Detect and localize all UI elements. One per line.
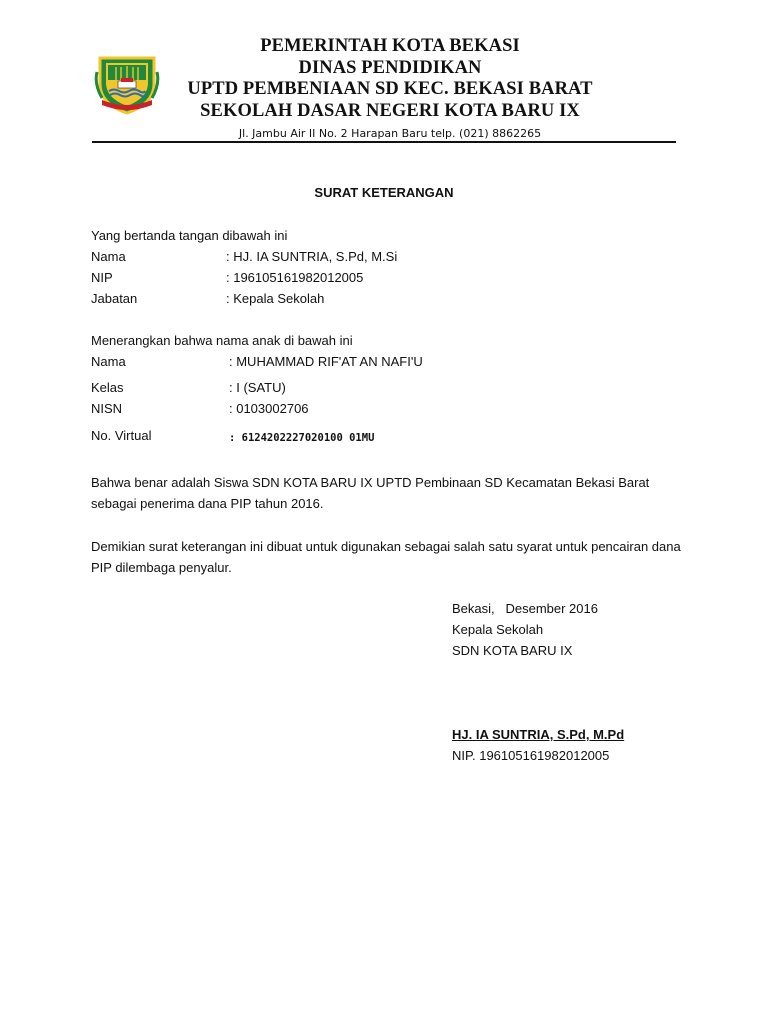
signature-name: HJ. IA SUNTRIA, S.Pd, M.Pd	[452, 727, 625, 742]
signature-place-date: Bekasi, Desember 2016	[452, 601, 598, 616]
document-title: SURAT KETERANGAN	[314, 185, 454, 200]
student-virtual-value: : 6124202227020100 01MU	[229, 432, 375, 444]
signer-name-value: : HJ. IA SUNTRIA, S.Pd, M.Si	[226, 249, 398, 264]
signer-name-label: Nama	[91, 249, 126, 264]
signature-position: Kepala Sekolah	[452, 622, 544, 637]
letterhead-address: Jl. Jambu Air II No. 2 Harapan Baru telp. (021) 8862265	[238, 127, 542, 141]
letterhead	[150, 36, 630, 141]
student-class-value: : I (SATU)	[229, 380, 286, 395]
signer-position-value: : Kepala Sekolah	[226, 291, 325, 306]
letterhead-school: SEKOLAH DASAR NEGERI KOTA BARU IX	[200, 100, 580, 121]
student-nisn-label: NISN	[91, 401, 123, 416]
student-virtual-label: No. Virtual	[91, 428, 152, 443]
letterhead-government: PEMERINTAH KOTA BEKASI	[260, 36, 520, 56]
letterhead-uptd: UPTD PEMBENIAAN SD KEC. BEKASI BARAT	[187, 79, 593, 100]
signer-nip-value: : 196105161982012005	[226, 270, 364, 285]
closing-paragraph: Demikian surat keterangan ini dibuat untuk digunakan sebagai salah satu syarat untuk pencairan dana PIP dilembaga penyalur.	[91, 539, 681, 575]
signature-school: SDN KOTA BARU IX	[452, 643, 573, 658]
intro-text: Yang bertanda tangan dibawah ini	[91, 228, 288, 243]
signature-nip: NIP. 196105161982012005	[452, 748, 610, 763]
signer-nip-label: NIP	[91, 270, 113, 285]
student-class-label: Kelas	[91, 380, 124, 395]
statement-paragraph: Bahwa benar adalah Siswa SDN KOTA BARU IX UPTD Pembinaan SD Kecamatan Bekasi Barat sebagai penerima dana PIP tahun 2016.	[91, 475, 650, 511]
signer-position-label: Jabatan	[91, 291, 138, 306]
student-name-value: : MUHAMMAD RIF'AT AN NAFI'U	[229, 354, 423, 369]
student-intro-text: Menerangkan bahwa nama anak di bawah ini	[91, 333, 353, 348]
student-nisn-value: : 0103002706	[229, 401, 309, 416]
letterhead-department: DINAS PENDIDIKAN	[298, 57, 482, 78]
letterhead-divider	[92, 141, 676, 143]
student-name-label: Nama	[91, 354, 126, 369]
